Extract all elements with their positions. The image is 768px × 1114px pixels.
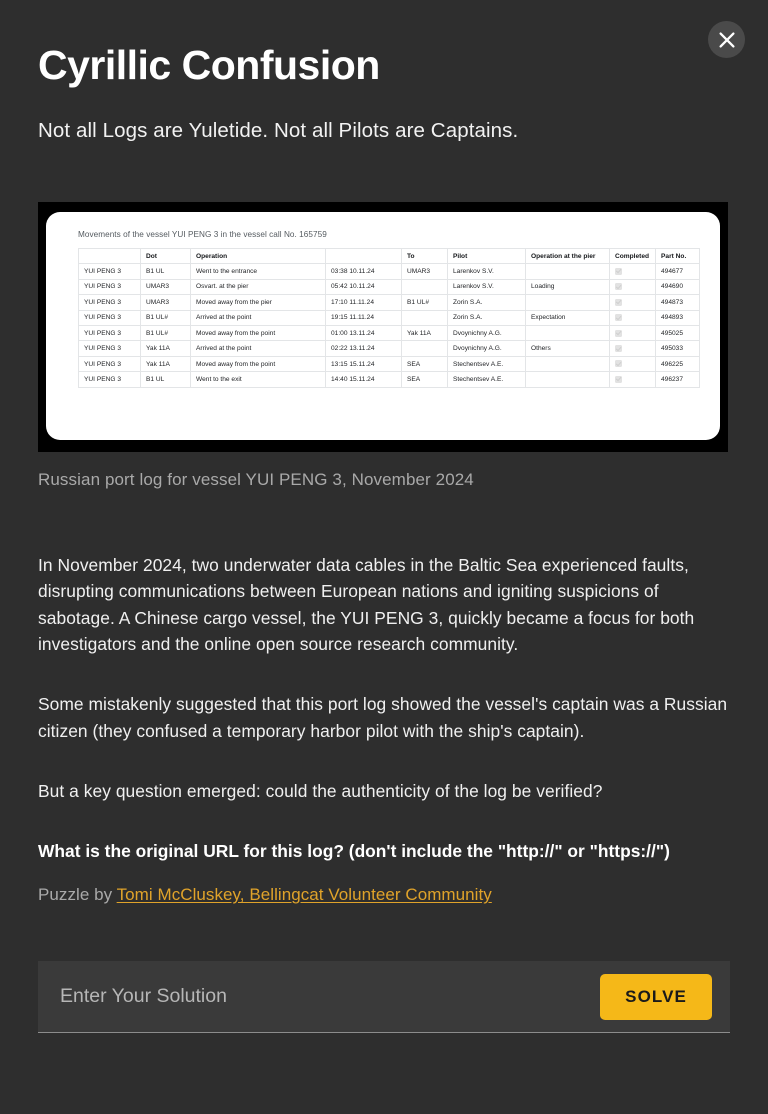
puzzle-question: What is the original URL for this log? (don't include the "http://" or "https://") (38, 841, 670, 862)
paragraph-key-question: But a key question emerged: could the authenticity of the log be verified? (38, 780, 603, 801)
log-cell-part-no: 495025 (656, 325, 700, 340)
log-cell-pilot: Stechentsev A.E. (448, 356, 526, 371)
log-cell-to: Yak 11A (402, 325, 448, 340)
log-cell-pier-operation (526, 372, 610, 387)
log-cell-operation: Went to the entrance (191, 264, 326, 279)
log-cell-dot: UMAR3 (141, 295, 191, 310)
log-cell-to (402, 310, 448, 325)
page-title: Cyrillic Confusion (38, 42, 380, 88)
log-cell-dot: B1 UL# (141, 325, 191, 340)
log-cell-dot: Yak 11A (141, 356, 191, 371)
log-cell-pier-operation (526, 264, 610, 279)
table-row (79, 325, 700, 340)
column-header-time (326, 249, 402, 264)
log-cell-part-no: 496225 (656, 356, 700, 371)
checkbox-checked-icon (615, 360, 622, 367)
column-header-pilot: Pilot (448, 249, 526, 264)
checkbox-checked-icon (615, 299, 622, 306)
table-row (79, 310, 700, 325)
paragraph-intro: In November 2024, two underwater data cables in the Baltic Sea experienced faults, disrupting communications between European nations and igniting suspicions of sabotage. A Chinese cargo vessel, the YUI PENG 3, quickly became a focus for both investigators and the online open source research community. (38, 555, 695, 654)
log-cell-time: 03:38 10.11.24 (326, 264, 402, 279)
checkbox-checked-icon (615, 345, 622, 352)
log-cell-pilot: Larenkov S.V. (448, 279, 526, 294)
log-cell-pilot: Dvoynichny A.G. (448, 341, 526, 356)
column-header-to: To (402, 249, 448, 264)
column-header-vessel (79, 249, 141, 264)
figure-caption: Russian port log for vessel YUI PENG 3, November 2024 (38, 470, 474, 490)
log-cell-dot: B1 UL# (141, 310, 191, 325)
log-cell-operation: Went to the exit (191, 372, 326, 387)
log-card (46, 212, 720, 440)
checkbox-checked-icon (615, 330, 622, 337)
checkbox-checked-icon (615, 283, 622, 290)
column-header-part-no: Part No. (656, 249, 700, 264)
log-cell-pier-operation (526, 325, 610, 340)
log-cell-part-no: 494893 (656, 310, 700, 325)
figure (38, 202, 730, 490)
log-cell-time: 01:00 13.11.24 (326, 325, 402, 340)
log-cell-to: SEA (402, 356, 448, 371)
log-cell-pilot: Stechentsev A.E. (448, 372, 526, 387)
log-cell-part-no: 494677 (656, 264, 700, 279)
solution-bar (38, 961, 730, 1033)
log-cell-dot: B1 UL (141, 372, 191, 387)
log-cell-part-no: 494873 (656, 295, 700, 310)
log-cell-operation: Arrived at the point (191, 341, 326, 356)
log-cell-completed (610, 279, 656, 294)
log-cell-to (402, 341, 448, 356)
log-cell-completed (610, 310, 656, 325)
body-copy (38, 552, 730, 905)
log-cell-time: 05:42 10.11.24 (326, 279, 402, 294)
log-cell-completed (610, 356, 656, 371)
log-cell-dot: Yak 11A (141, 341, 191, 356)
log-cell-to: SEA (402, 372, 448, 387)
log-cell-pier-operation: Others (526, 341, 610, 356)
port-log-table (78, 248, 700, 388)
log-cell-pilot: Larenkov S.V. (448, 264, 526, 279)
table-row (79, 264, 700, 279)
checkbox-checked-icon (615, 268, 622, 275)
puzzle-byline (38, 885, 730, 905)
log-cell-operation: Osvart. at the pier (191, 279, 326, 294)
log-cell-pier-operation (526, 356, 610, 371)
column-header-operation: Operation (191, 249, 326, 264)
log-cell-vessel: YUI PENG 3 (79, 264, 141, 279)
checkbox-checked-icon (615, 376, 622, 383)
log-cell-part-no: 495033 (656, 341, 700, 356)
log-cell-completed (610, 341, 656, 356)
log-cell-dot: UMAR3 (141, 279, 191, 294)
log-cell-to: UMAR3 (402, 264, 448, 279)
page-subtitle: Not all Logs are Yuletide. Not all Pilots are Captains. (38, 119, 519, 143)
column-header-dot: Dot (141, 249, 191, 264)
log-cell-operation: Moved away from the point (191, 325, 326, 340)
close-icon[interactable] (708, 21, 745, 58)
log-cell-pilot: Zorin S.A. (448, 310, 526, 325)
log-cell-pier-operation: Loading (526, 279, 610, 294)
byline-author-link[interactable]: Tomi McCluskey, Bellingcat Volunteer Community (116, 885, 492, 905)
log-cell-vessel: YUI PENG 3 (79, 295, 141, 310)
log-cell-completed (610, 264, 656, 279)
paragraph-misconception: Some mistakenly suggested that this port log showed the vessel's captain was a Russian citizen (they confused a temporary harbor pilot with the ship's captain). (38, 694, 728, 741)
log-cell-vessel: YUI PENG 3 (79, 325, 141, 340)
log-cell-operation: Moved away from the pier (191, 295, 326, 310)
log-cell-vessel: YUI PENG 3 (79, 279, 141, 294)
log-cell-time: 17:10 11.11.24 (326, 295, 402, 310)
solve-button[interactable]: SOLVE (600, 974, 712, 1020)
byline-prefix: Puzzle by (38, 885, 117, 905)
table-header-row (79, 249, 700, 264)
log-cell-completed (610, 372, 656, 387)
log-cell-operation: Moved away from the point (191, 356, 326, 371)
log-cell-vessel: YUI PENG 3 (79, 372, 141, 387)
log-screenshot[interactable] (38, 202, 728, 452)
log-cell-time: 13:15 15.11.24 (326, 356, 402, 371)
table-row (79, 341, 700, 356)
log-cell-completed (610, 295, 656, 310)
log-cell-pilot: Dvoynichny A.G. (448, 325, 526, 340)
table-row (79, 372, 700, 387)
log-cell-time: 02:22 13.11.24 (326, 341, 402, 356)
log-heading: Movements of the vessel YUI PENG 3 in the vessel call No. 165759 (78, 230, 327, 240)
log-cell-vessel: YUI PENG 3 (79, 341, 141, 356)
column-header-completed: Completed (610, 249, 656, 264)
log-cell-pier-operation: Expectation (526, 310, 610, 325)
log-cell-time: 19:15 11.11.24 (326, 310, 402, 325)
solution-input[interactable] (60, 985, 600, 1008)
log-cell-time: 14:40 15.11.24 (326, 372, 402, 387)
table-row (79, 356, 700, 371)
log-cell-to: B1 UL# (402, 295, 448, 310)
column-header-pier-operation: Operation at the pier (526, 249, 610, 264)
log-cell-vessel: YUI PENG 3 (79, 310, 141, 325)
log-cell-completed (610, 325, 656, 340)
log-cell-to (402, 279, 448, 294)
log-cell-vessel: YUI PENG 3 (79, 356, 141, 371)
table-row (79, 279, 700, 294)
log-cell-pier-operation (526, 295, 610, 310)
log-cell-part-no: 494690 (656, 279, 700, 294)
log-cell-part-no: 496237 (656, 372, 700, 387)
log-cell-pilot: Zorin S.A. (448, 295, 526, 310)
log-cell-operation: Arrived at the point (191, 310, 326, 325)
log-cell-dot: B1 UL (141, 264, 191, 279)
port-log-body (79, 264, 700, 388)
table-row (79, 295, 700, 310)
checkbox-checked-icon (615, 314, 622, 321)
